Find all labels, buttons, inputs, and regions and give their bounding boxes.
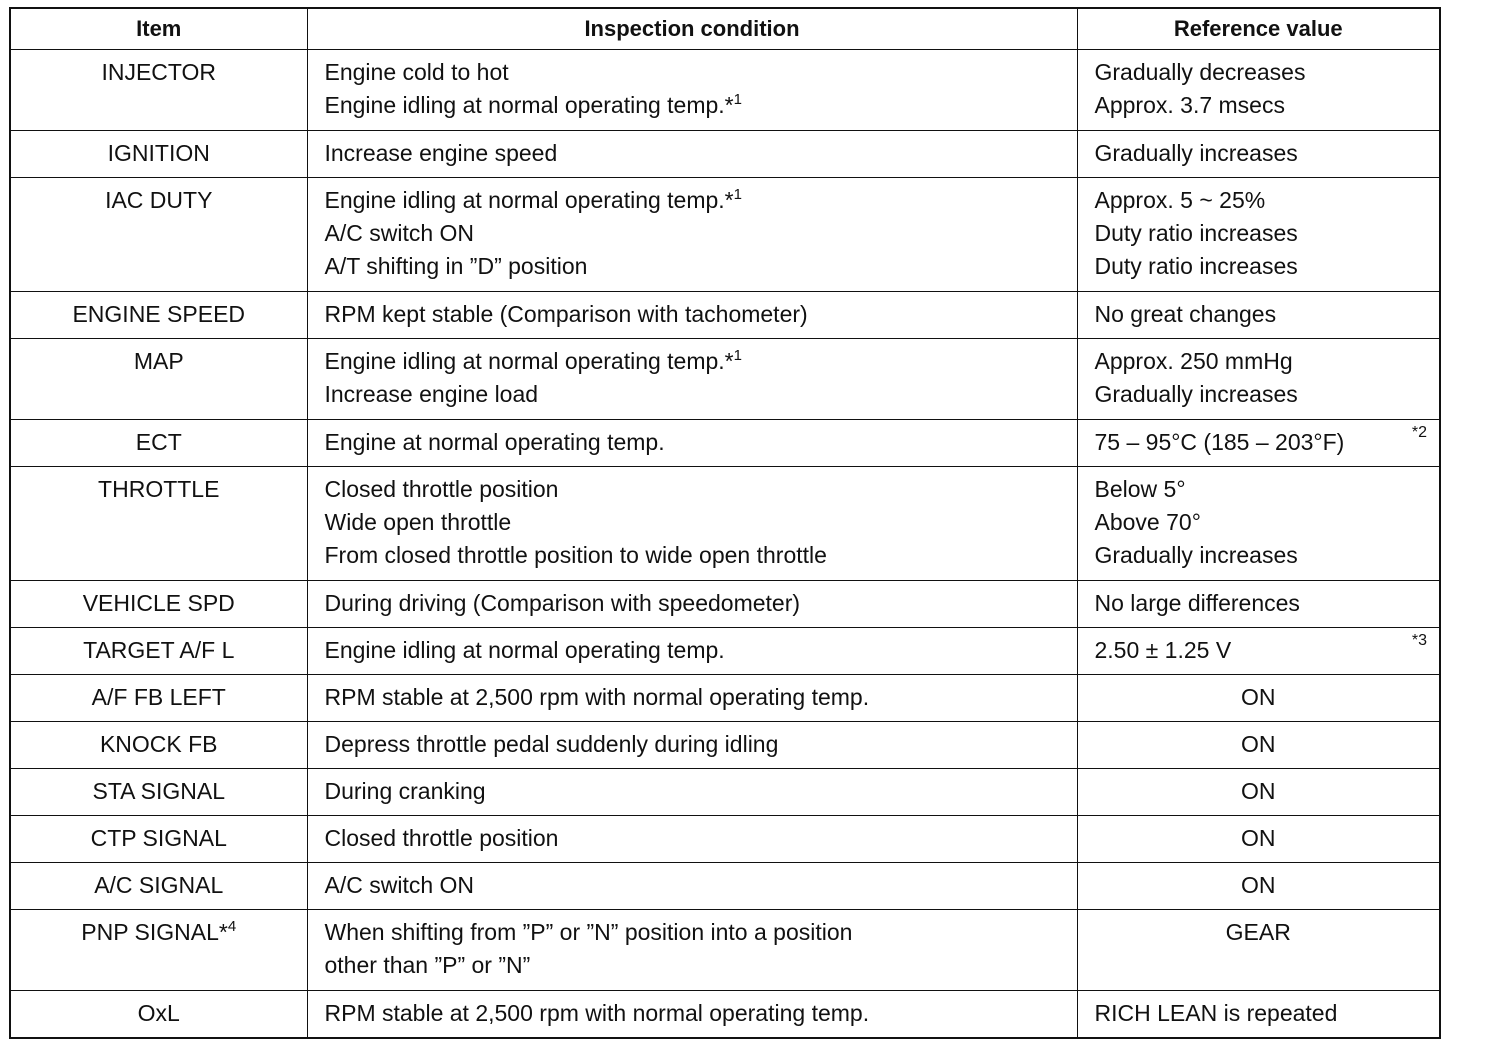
reference-line: Gradually increases xyxy=(1094,140,1298,166)
footnote-mark: *3 xyxy=(1411,632,1427,649)
condition-line: From closed throttle position to wide open throttle xyxy=(324,542,827,568)
condition-line: Engine idling at normal operating temp.*$^1$ xyxy=(324,347,742,374)
reference-cell xyxy=(1077,675,1440,722)
condition-line: Increase engine speed xyxy=(324,140,558,166)
reference-line: Approx. 250 mmHg xyxy=(1094,348,1293,374)
reference-cell xyxy=(1077,628,1440,675)
condition-line: A/C switch ON xyxy=(324,872,475,898)
table-row xyxy=(10,292,1440,339)
reference-line: ON xyxy=(1241,825,1276,851)
table-row xyxy=(10,769,1440,816)
item-cell xyxy=(10,131,307,178)
table-row xyxy=(10,467,1440,581)
condition-line: Depress throttle pedal suddenly during idling xyxy=(324,731,779,757)
condition-cell xyxy=(307,675,1077,722)
table-row xyxy=(10,863,1440,910)
condition-line: RPM stable at 2,500 rpm with normal operating temp. xyxy=(324,1000,870,1026)
reference-cell xyxy=(1077,178,1440,292)
condition-line: Closed throttle position xyxy=(324,825,559,851)
reference-cell xyxy=(1077,910,1440,991)
item-cell xyxy=(10,910,307,991)
condition-line: During driving (Comparison with speedometer) xyxy=(324,590,801,616)
footnote-mark: *2 xyxy=(1411,424,1427,441)
condition-cell xyxy=(307,628,1077,675)
table-row xyxy=(10,991,1440,1039)
reference-line: RICH LEAN is repeated xyxy=(1094,1000,1338,1026)
reference-line: ON xyxy=(1241,778,1276,804)
item-name: OxL xyxy=(137,1000,180,1026)
reference-cell xyxy=(1077,722,1440,769)
table-row xyxy=(10,722,1440,769)
table-row xyxy=(10,131,1440,178)
reference-line: 2.50 ± 1.25 V xyxy=(1094,637,1232,663)
item-name: ENGINE SPEED xyxy=(72,301,246,327)
table-row xyxy=(10,675,1440,722)
item-cell xyxy=(10,769,307,816)
reference-line: Gradually decreases xyxy=(1094,59,1306,85)
reference-line: 75 – 95°C (185 – 203°F) xyxy=(1094,429,1345,455)
table-row xyxy=(10,816,1440,863)
condition-cell xyxy=(307,339,1077,420)
condition-line: Engine idling at normal operating temp.*$^1$ xyxy=(324,186,742,213)
item-cell xyxy=(10,339,307,420)
condition-line: Wide open throttle xyxy=(324,509,512,535)
table-row xyxy=(10,628,1440,675)
reference-line: Approx. 5 ~ 25% xyxy=(1094,187,1266,213)
header-inspection-condition: Inspection condition xyxy=(307,8,1077,50)
condition-cell xyxy=(307,816,1077,863)
condition-cell xyxy=(307,581,1077,628)
item-name: ECT xyxy=(135,429,182,455)
condition-cell xyxy=(307,467,1077,581)
item-cell xyxy=(10,991,307,1039)
reference-line: Duty ratio increases xyxy=(1094,253,1298,279)
footnote-mark: 1 xyxy=(733,91,742,108)
reference-line: No large differences xyxy=(1094,590,1300,616)
reference-cell xyxy=(1077,339,1440,420)
item-name: A/F FB LEFT xyxy=(91,684,226,710)
inspection-reference-table xyxy=(9,7,1441,1039)
reference-line: Approx. 3.7 msecs xyxy=(1094,92,1285,118)
reference-cell xyxy=(1077,816,1440,863)
condition-cell xyxy=(307,178,1077,292)
item-cell xyxy=(10,420,307,467)
reference-line: ON xyxy=(1241,684,1276,710)
reference-cell xyxy=(1077,292,1440,339)
reference-cell xyxy=(1077,50,1440,131)
condition-line: Engine cold to hot xyxy=(324,59,509,85)
header-row xyxy=(10,8,1440,50)
condition-line: A/C switch ON xyxy=(324,220,475,246)
reference-cell xyxy=(1077,769,1440,816)
item-cell xyxy=(10,292,307,339)
condition-line: Engine idling at normal operating temp.*$^1$ xyxy=(324,91,742,118)
condition-cell xyxy=(307,131,1077,178)
reference-line: Above 70° xyxy=(1094,509,1201,535)
item-cell xyxy=(10,816,307,863)
reference-line: GEAR xyxy=(1225,919,1291,945)
item-name: A/C SIGNAL xyxy=(94,872,224,898)
condition-line: other than ”P” or ”N” xyxy=(324,952,531,978)
item-name: PNP SIGNAL* xyxy=(81,919,228,945)
table-row xyxy=(10,50,1440,131)
condition-cell xyxy=(307,863,1077,910)
reference-cell xyxy=(1077,863,1440,910)
condition-line: RPM stable at 2,500 rpm with normal operating temp. xyxy=(324,684,870,710)
reference-cell xyxy=(1077,467,1440,581)
table-row xyxy=(10,339,1440,420)
item-name: IGNITION xyxy=(107,140,210,166)
condition-cell xyxy=(307,420,1077,467)
item-name: IAC DUTY xyxy=(105,187,213,213)
condition-cell xyxy=(307,769,1077,816)
item-cell xyxy=(10,863,307,910)
reference-cell xyxy=(1077,581,1440,628)
item-cell xyxy=(10,675,307,722)
item-name: VEHICLE SPD xyxy=(82,590,235,616)
condition-line: Increase engine load xyxy=(324,381,539,407)
item-name: TARGET A/F L xyxy=(83,637,235,663)
item-name: MAP xyxy=(133,348,184,374)
condition-line: Engine at normal operating temp. xyxy=(324,429,665,455)
reference-line: ON xyxy=(1241,872,1276,898)
table-row xyxy=(10,910,1440,991)
condition-line: A/T shifting in ”D” position xyxy=(324,253,588,279)
reference-line: Gradually increases xyxy=(1094,381,1298,407)
condition-cell xyxy=(307,722,1077,769)
condition-cell xyxy=(307,292,1077,339)
item-cell xyxy=(10,628,307,675)
reference-cell xyxy=(1077,420,1440,467)
item-cell xyxy=(10,178,307,292)
footnote-mark: 1 xyxy=(733,347,742,364)
footnote-mark: 1 xyxy=(733,186,742,203)
item-cell xyxy=(10,467,307,581)
item-name: CTP SIGNAL xyxy=(90,825,227,851)
condition-line: When shifting from ”P” or ”N” position into a position xyxy=(324,919,853,945)
item-cell xyxy=(10,581,307,628)
condition-line: Engine idling at normal operating temp. xyxy=(324,637,725,663)
table-row xyxy=(10,178,1440,292)
reference-cell xyxy=(1077,131,1440,178)
reference-line: Gradually increases xyxy=(1094,542,1298,568)
condition-line: RPM kept stable (Comparison with tachometer) xyxy=(324,301,808,327)
condition-cell xyxy=(307,991,1077,1039)
reference-line: ON xyxy=(1241,731,1276,757)
item-name: INJECTOR xyxy=(101,59,217,85)
reference-line: No great changes xyxy=(1094,301,1277,327)
item-name: STA SIGNAL xyxy=(92,778,225,804)
item-name: KNOCK FB xyxy=(99,731,218,757)
reference-line: Duty ratio increases xyxy=(1094,220,1298,246)
condition-cell xyxy=(307,910,1077,991)
header-reference-value: Reference value xyxy=(1077,8,1440,50)
condition-cell xyxy=(307,50,1077,131)
header-item: Item xyxy=(10,8,307,50)
item-cell xyxy=(10,722,307,769)
reference-line: Below 5° xyxy=(1094,476,1186,502)
condition-line: Closed throttle position xyxy=(324,476,559,502)
footnote-mark: 4 xyxy=(227,918,237,935)
item-cell xyxy=(10,50,307,131)
reference-cell xyxy=(1077,991,1440,1039)
table-row xyxy=(10,420,1440,467)
item-name: THROTTLE xyxy=(98,476,220,502)
table-row xyxy=(10,581,1440,628)
condition-line: During cranking xyxy=(324,778,486,804)
